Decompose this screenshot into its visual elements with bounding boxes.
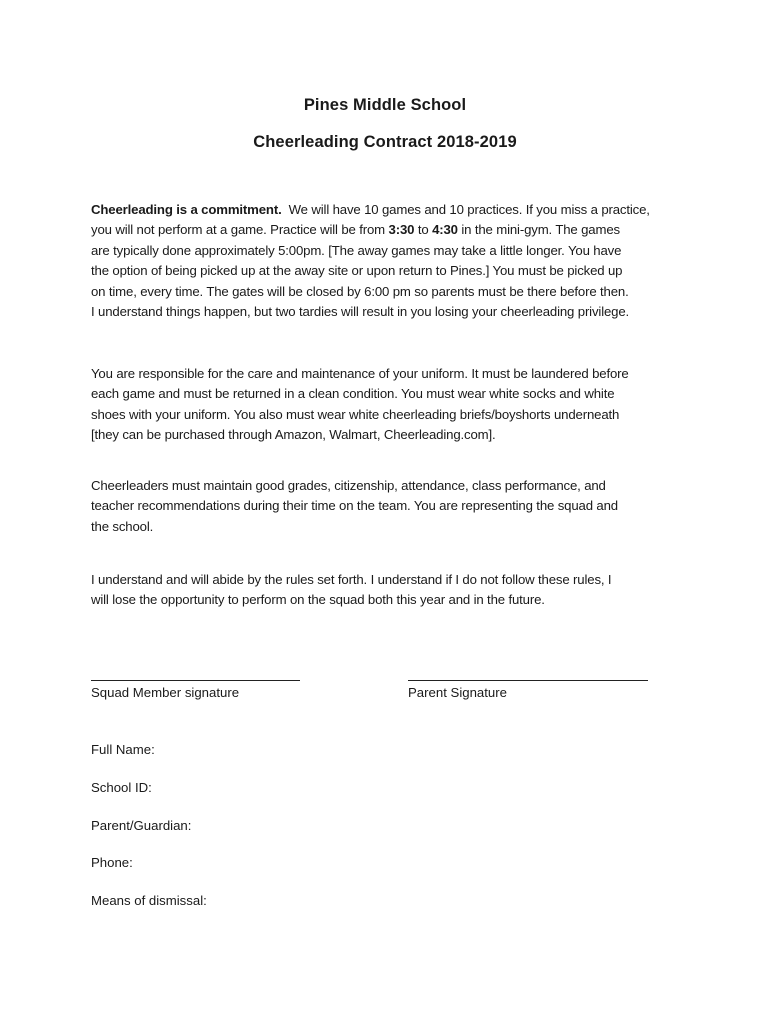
commitment-line-4: the option of being picked up at the away site or upon return to Pines.] You must be picked up [91,263,623,279]
grades-line-1: Cheerleaders must maintain good grades, citizenship, attendance, class performance, and [91,478,606,493]
practice-start-time: 3:30 [388,222,415,238]
commitment-line-5: on time, every time. The gates will be closed by 6:00 pm so parents must be there before then. [91,283,629,299]
full-name-field: Full Name: [91,742,155,757]
agreement-line-1: I understand and will abide by the rules set forth. I understand if I do not follow these rules, I [91,572,612,587]
commitment-lead: Cheerleading is a commitment. [91,202,282,217]
grades-line-3: the school. [91,518,154,534]
commitment-line-1: Cheerleading is a commitment. We will have 10 games and 10 practices. If you miss a practice, [91,202,650,217]
contract-title: Cheerleading Contract 2018-2019 [253,133,517,151]
commitment-paragraph [91,200,691,322]
uniform-paragraph [91,364,691,446]
phone-field: Phone: [91,855,133,870]
uniform-line-3: shoes with your uniform. You also must wear white cheerleading briefs/boyshorts underneath [91,406,620,422]
commitment-line-6: I understand things happen, but two tardies will result in you losing your cheerleading privilege. [91,304,630,320]
agreement-paragraph [91,570,691,611]
uniform-line-2: each game and must be returned in a clean condition. You must wear white socks and white [91,386,615,402]
school-id-field: School ID: [91,780,152,795]
school-name: Pines Middle School [303,96,467,114]
parent-signature-line[interactable] [408,680,648,681]
uniform-line-1: You are responsible for the care and maintenance of your uniform. It must be laundered before [91,366,629,381]
squad-member-signature-line[interactable] [91,680,300,681]
commitment-line-3: are typically done approximately 5:00pm. [The away games may take a little longer. You have [91,242,622,258]
grades-line-2: teacher recommendations during their time on the team. You are representing the squad and [91,498,618,514]
parent-signature-label: Parent Signature [408,685,507,700]
practice-end-time: 4:30 [432,222,458,238]
commitment-line-2: you will not perform at a game. Practice will be from 3:30 to 4:30 in the mini-gym. The games [91,222,620,238]
grades-paragraph [91,476,691,537]
uniform-line-4: [they can be purchased through Amazon, Walmart, Cheerleading.com]. [91,427,496,443]
means-of-dismissal-field: Means of dismissal: [91,893,207,908]
squad-member-signature-label: Squad Member signature [91,685,240,700]
parent-guardian-field: Parent/Guardian: [91,818,192,833]
agreement-line-2: will lose the opportunity to perform on the squad both this year and in the future. [91,592,545,608]
